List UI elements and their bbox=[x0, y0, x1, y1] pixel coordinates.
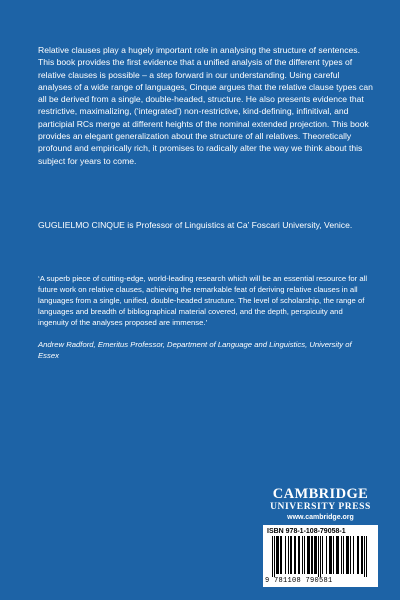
barcode-bar bbox=[331, 536, 332, 574]
barcode-bar bbox=[304, 536, 305, 574]
barcode-bar bbox=[329, 536, 330, 574]
barcode-bar bbox=[362, 536, 363, 574]
barcode-bar bbox=[346, 536, 347, 574]
barcode-bar bbox=[280, 536, 281, 574]
barcode-bar bbox=[338, 536, 339, 574]
barcode-bar bbox=[308, 536, 309, 574]
barcode-bar bbox=[348, 536, 349, 574]
barcode-bar bbox=[272, 536, 273, 577]
barcode-bar bbox=[343, 536, 344, 574]
book-description: Relative clauses play a hugely important role in analysing the structure of sentences. This book provides the first evidence that a unified analysis of the different types of relative clauses is possible – a step forward in our understanding. Using careful analyses of a wide range of languages, Cinque argues that the relative clause types can all be derived from a single, double-headed, structure. He also presents evidence that restrictive, maximalizing, (‘integrated’) non-restrictive, kind-defining, infinitival, and participial RCs merge at different heights of the nominal extended projection. This book provides an elegant generalization about the structure of all relatives. Theoretically profound and empirically rich, it promises to radically alter the way we think about this subject for years to come. bbox=[38, 45, 373, 166]
barcode-bar bbox=[366, 536, 367, 577]
review-attribution: Andrew Radford, Emeritus Professor, Department of Language and Linguistics, University of Essex bbox=[38, 340, 352, 361]
publisher-logo bbox=[263, 487, 378, 522]
publisher-name: CAMBRIDGE bbox=[272, 486, 369, 502]
barcode-bar bbox=[316, 536, 317, 574]
barcode-bar bbox=[288, 536, 289, 574]
barcode-bar bbox=[276, 536, 277, 574]
barcode-bar bbox=[341, 536, 342, 574]
barcode-bar bbox=[309, 536, 310, 574]
barcode-bar bbox=[347, 536, 348, 574]
barcode-bar bbox=[315, 536, 316, 574]
barcode-bar bbox=[358, 536, 359, 574]
publisher-url: www.cambridge.org bbox=[287, 514, 354, 521]
barcode-bar bbox=[322, 536, 323, 574]
barcode-bar bbox=[320, 536, 321, 577]
isbn-barcode bbox=[263, 525, 378, 587]
barcode-bar bbox=[290, 536, 291, 574]
barcode-bar bbox=[326, 536, 327, 574]
barcode-bar bbox=[302, 536, 303, 574]
barcode-bar bbox=[274, 536, 275, 577]
review-quote: ‘A superb piece of cutting-edge, world-leading research which will be an essential resource for all future work on relative clauses, achieving the remarkable feat of deriving relative clauses in all languages from a single, unified, double-headed structure. The level of scholarship, the range of languages and breadth of bibliographical material covered, and the depth, perspicuity and ingenuity of the analyses proposed are immense.’ bbox=[38, 274, 368, 328]
barcode-bar bbox=[285, 536, 286, 574]
barcode-bar bbox=[330, 536, 331, 574]
barcode-bar bbox=[364, 536, 365, 577]
barcode-bar bbox=[312, 536, 313, 574]
barcode-bar bbox=[281, 536, 282, 574]
barcode-bar bbox=[294, 536, 295, 574]
barcode-bar bbox=[295, 536, 296, 574]
barcode-bar bbox=[318, 536, 319, 577]
barcode-bar bbox=[361, 536, 362, 574]
barcode-bar bbox=[350, 536, 351, 574]
barcode-bar bbox=[307, 536, 308, 574]
publisher-subname: UNIVERSITY PRESS bbox=[270, 502, 371, 512]
barcode-bar bbox=[299, 536, 300, 574]
barcode-bar bbox=[314, 536, 315, 574]
barcode-bars bbox=[263, 536, 378, 578]
barcode-digits: 9 781108 790581 bbox=[265, 577, 333, 585]
barcode-bar bbox=[336, 536, 337, 574]
barcode-bar bbox=[337, 536, 338, 574]
barcode-bar bbox=[333, 536, 334, 574]
barcode-bar bbox=[298, 536, 299, 574]
barcode-bar bbox=[278, 536, 279, 574]
barcode-bar bbox=[357, 536, 358, 574]
barcode-bar bbox=[277, 536, 278, 574]
barcode-bar bbox=[311, 536, 312, 574]
barcode-bar bbox=[291, 536, 292, 574]
barcode-bar bbox=[353, 536, 354, 574]
author-bio: GUGLIELMO CINQUE is Professor of Linguistics at Ca’ Foscari University, Venice. bbox=[38, 220, 353, 230]
isbn-label: ISBN 978-1-108-79058-1 bbox=[267, 528, 346, 535]
